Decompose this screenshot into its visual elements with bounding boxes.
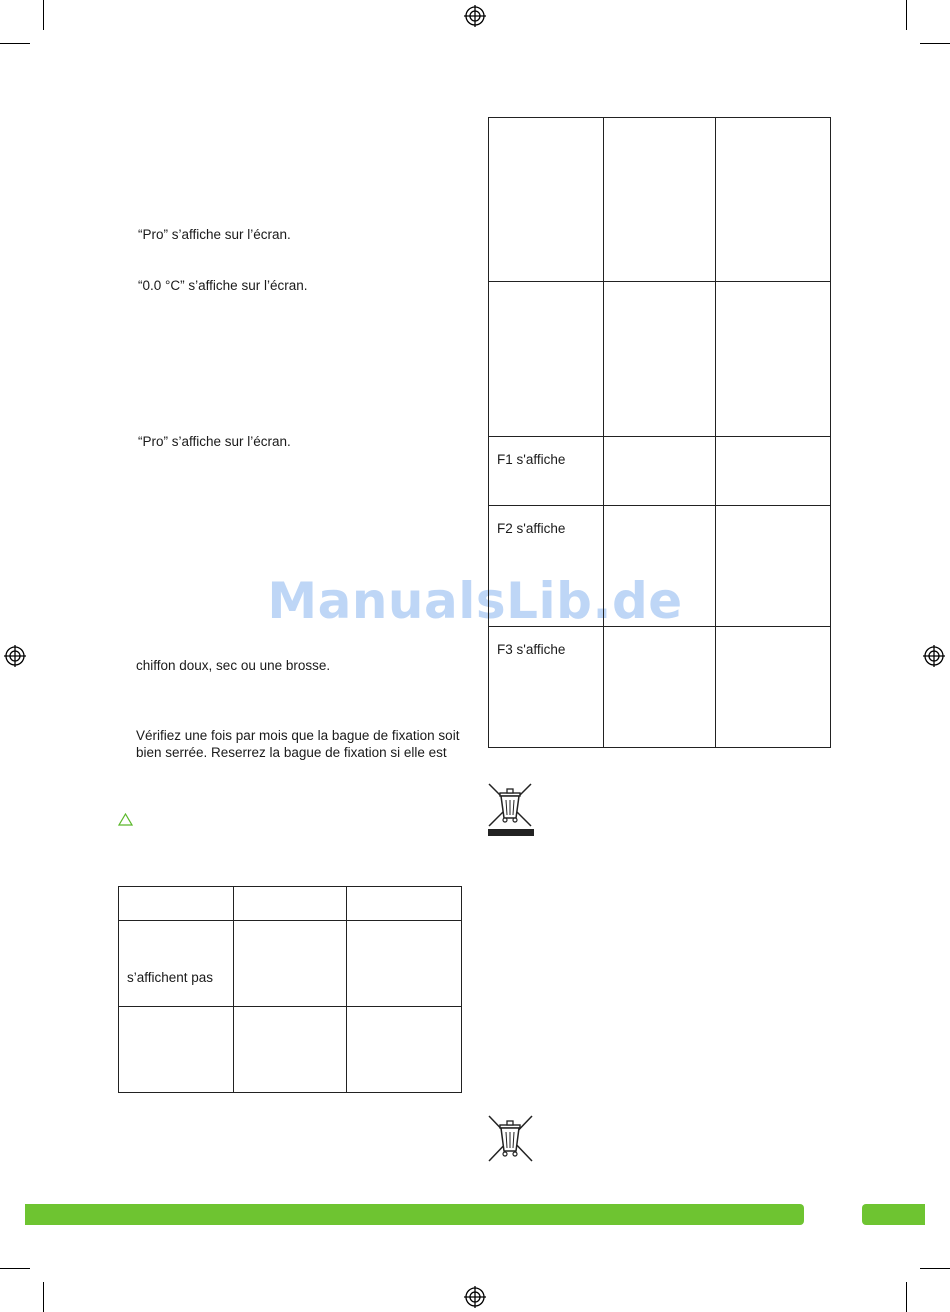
warning-triangle-icon: [118, 813, 133, 826]
table-cell: [716, 118, 831, 282]
table-cell: [604, 118, 716, 282]
problem-label: s’affichent pas: [127, 970, 214, 985]
maintenance-paragraph-line: Vérifiez une fois par mois que la bague de fixation soit: [136, 728, 460, 743]
table-cell: [233, 1007, 347, 1093]
table-cell: [233, 887, 347, 921]
table-row: [119, 921, 462, 1007]
table-cell: [604, 627, 716, 748]
table-cell: [489, 118, 604, 282]
table-cell: [604, 506, 716, 627]
table-row: [119, 1007, 462, 1093]
table-cell: [347, 887, 462, 921]
table-cell: [489, 282, 604, 437]
registration-mark-icon: [4, 645, 26, 667]
registration-mark-icon: [464, 1286, 486, 1308]
footer-page-tab: [862, 1204, 925, 1225]
crop-mark: [43, 0, 44, 30]
crop-mark: [906, 0, 907, 30]
table-row: [119, 887, 462, 921]
table-cell: [119, 887, 234, 921]
table-cell: [347, 1007, 462, 1093]
crossed-bin-icon: [487, 1114, 535, 1164]
troubleshooting-table-right: [488, 117, 831, 748]
table-row: [489, 627, 831, 748]
status-line-pro: “Pro” s’affiche sur l’écran.: [138, 227, 291, 242]
crop-mark: [920, 1268, 950, 1269]
table-row: [489, 506, 831, 627]
error-code-label: F1 s'affiche: [497, 452, 566, 467]
registration-mark-icon: [464, 5, 486, 27]
table-cell: [233, 921, 347, 1007]
crop-mark: [0, 43, 30, 44]
table-cell: [347, 921, 462, 1007]
crossed-bin-icon: [487, 782, 535, 837]
table-cell: [716, 437, 831, 506]
troubleshooting-table-left: [118, 886, 462, 1093]
table-cell: [716, 506, 831, 627]
table-cell: [716, 627, 831, 748]
maintenance-paragraph-line: bien serrée. Reserrez la bague de fixation si elle est: [136, 745, 447, 760]
table-cell: [716, 282, 831, 437]
watermark: ManualsLib.de: [267, 572, 683, 630]
table-cell: [119, 1007, 234, 1093]
table-cell: [604, 282, 716, 437]
crop-mark: [43, 1282, 44, 1312]
table-cell: [489, 437, 604, 506]
status-line-pro: “Pro” s’affiche sur l’écran.: [138, 434, 291, 449]
table-cell: [489, 627, 604, 748]
table-cell: [119, 921, 234, 1007]
cleaning-line: chiffon doux, sec ou une brosse.: [136, 658, 331, 673]
table-row: [489, 118, 831, 282]
footer-bar: [25, 1204, 804, 1225]
crop-mark: [0, 1268, 30, 1269]
table-cell: [604, 437, 716, 506]
table-cell: [489, 506, 604, 627]
crop-mark: [906, 1282, 907, 1312]
table-row: [489, 282, 831, 437]
error-code-label: F2 s'affiche: [497, 521, 566, 536]
status-line-zero: “0.0 °C” s’affiche sur l’écran.: [138, 278, 308, 293]
error-code-label: F3 s'affiche: [497, 642, 566, 657]
table-row: [489, 437, 831, 506]
crop-mark: [920, 43, 950, 44]
registration-mark-icon: [923, 645, 945, 667]
